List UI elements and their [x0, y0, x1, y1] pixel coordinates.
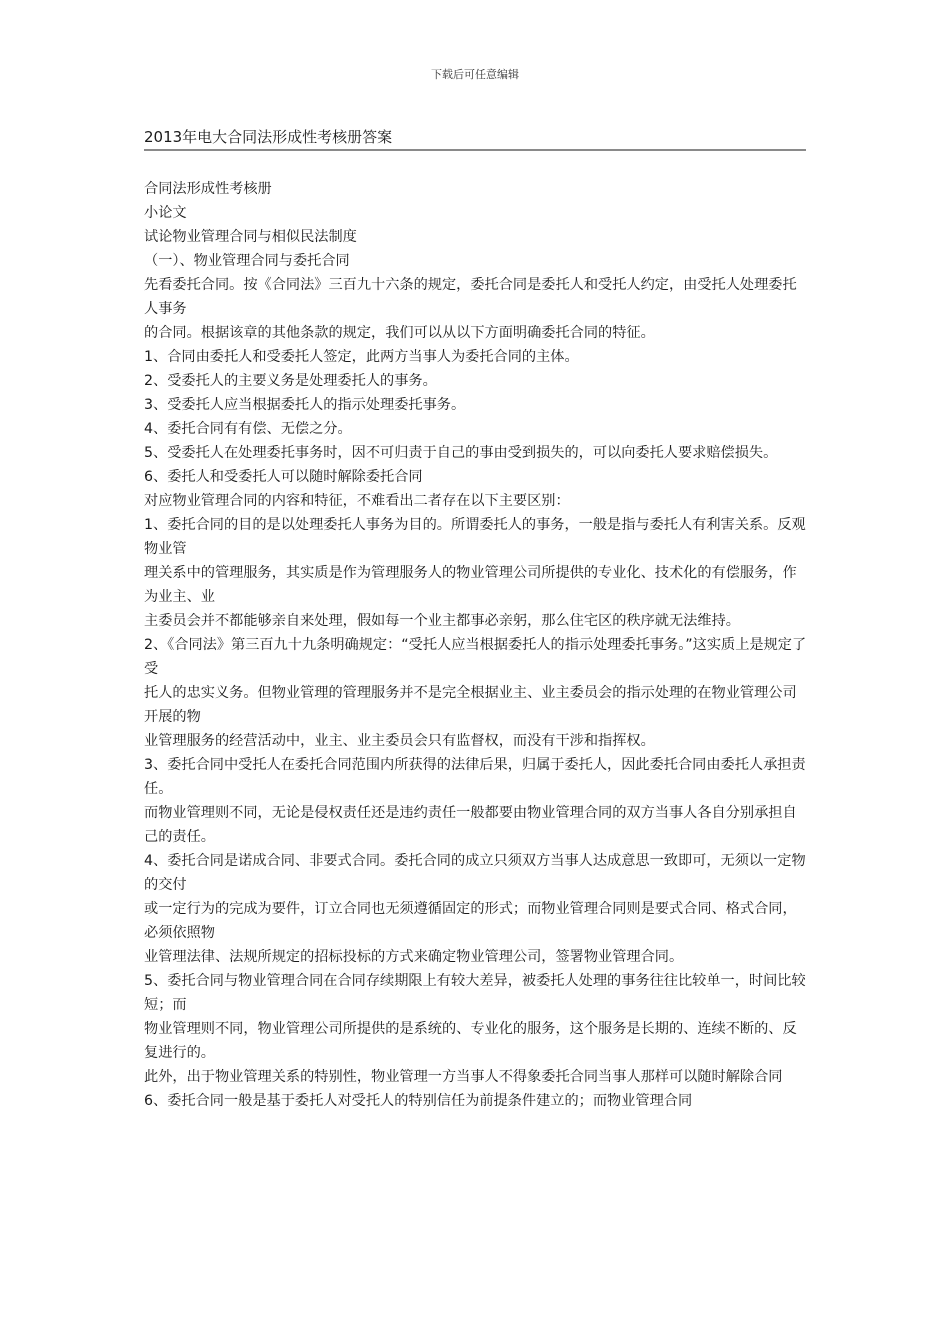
title-divider: [144, 149, 806, 151]
body-line: 此外，出于物业管理关系的特别性，物业管理一方当事人不得象委托合同当事人那样可以随时解除合同: [144, 1069, 783, 1085]
document-body: [144, 177, 808, 1113]
body-line: 1、委托合同的目的是以处理委托人事务为目的。所谓委托人的事务，一般是指与委托人有利害关系。反观物业管: [144, 517, 806, 557]
body-line: 5、委托合同与物业管理合同在合同存续期限上有较大差异，被委托人处理的事务往往比较单一，时间比较短；而: [144, 973, 806, 1013]
body-line: 主委员会并不都能够亲自来处理，假如每一个业主都事必亲躬，那么住宅区的秩序就无法维持。: [144, 613, 740, 629]
body-line: 6、委托人和受委托人可以随时解除委托合同: [144, 469, 423, 485]
body-line: 业管理法律、法规所规定的招标投标的方式来确定物业管理公司，签署物业管理合同。: [144, 949, 684, 965]
body-line: 或一定行为的完成为要件，订立合同也无须遵循固定的形式；而物业管理合同则是要式合同、格式合同，必须依照物: [144, 901, 797, 941]
body-line: 4、委托合同有有偿、无偿之分。: [144, 421, 352, 437]
body-line: 托人的忠实义务。但物业管理的管理服务并不是完全根据业主、业主委员会的指示处理的在物业管理公司开展的物: [144, 685, 797, 725]
document-title: 2013年电大合同法形成性考核册答案: [144, 128, 393, 146]
body-line: 理关系中的管理服务，其实质是作为管理服务人的物业管理公司所提供的专业化、技术化的有偿服务，作为业主、业: [144, 565, 797, 605]
body-line: 4、委托合同是诺成合同、非要式合同。委托合同的成立只须双方当事人达成意思一致即可，无须以一定物的交付: [144, 853, 806, 893]
header-note: 下载后可任意编辑: [431, 68, 519, 81]
body-line: 3、受委托人应当根据委托人的指示处理委托事务。: [144, 397, 466, 413]
body-line: 6、委托合同一般是基于委托人对受托人的特别信任为前提条件建立的；而物业管理合同: [144, 1093, 693, 1109]
body-line: 试论物业管理合同与相似民法制度: [144, 229, 357, 245]
body-line: 的合同。根据该章的其他条款的规定，我们可以从以下方面明确委托合同的特征。: [144, 325, 655, 341]
body-line: 先看委托合同。按《合同法》三百九十六条的规定，委托合同是委托人和受托人约定，由受托人处理委托人事务: [144, 277, 797, 317]
body-line: 2、《合同法》第三百九十九条明确规定：“受托人应当根据委托人的指示处理委托事务。”这实质上是规定了受: [144, 637, 807, 677]
body-line: 5、受委托人在处理委托事务时，因不可归责于自己的事由受到损失的，可以向委托人要求赔偿损失。: [144, 445, 778, 461]
body-line: 而物业管理则不同，无论是侵权责任还是违约责任一般都要由物业管理合同的双方当事人各自分别承担自己的责任。: [144, 805, 797, 845]
body-line: 业管理服务的经营活动中，业主、业主委员会只有监督权，而没有干涉和指挥权。: [144, 733, 655, 749]
body-line: 3、委托合同中受托人在委托合同范围内所获得的法律后果，归属于委托人，因此委托合同由委托人承担责任。: [144, 757, 806, 797]
body-line: 1、合同由委托人和受委托人签定，此两方当事人为委托合同的主体。: [144, 349, 579, 365]
body-line: 小论文: [144, 205, 187, 221]
body-line: 合同法形成性考核册: [144, 181, 272, 197]
body-line: 对应物业管理合同的内容和特征，不难看出二者存在以下主要区别：: [144, 493, 570, 509]
body-line: 物业管理则不同，物业管理公司所提供的是系统的、专业化的服务，这个服务是长期的、连续不断的、反复进行的。: [144, 1021, 797, 1061]
body-line: （一）、物业管理合同与委托合同: [144, 253, 350, 269]
body-line: 2、受委托人的主要义务是处理委托人的事务。: [144, 373, 437, 389]
